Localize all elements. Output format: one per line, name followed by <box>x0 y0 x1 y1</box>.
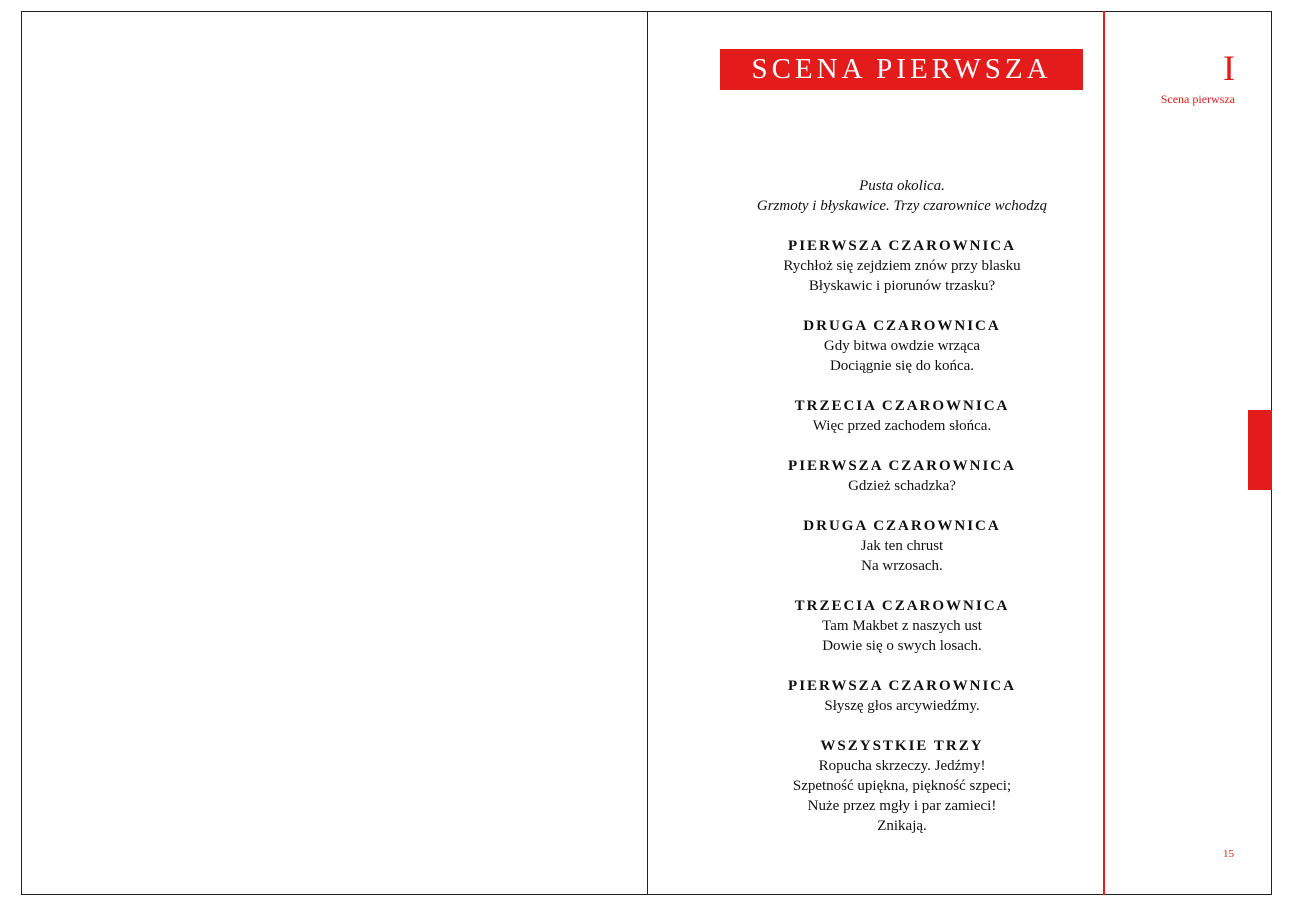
verse-line: Szpetność upiękna, piękność szpeci; <box>792 778 1012 794</box>
speaker-name: TRZECIA CZAROWNICA <box>794 598 1010 614</box>
speech-block <box>702 516 1102 576</box>
verse-line: Znikają. <box>877 818 927 834</box>
speech-block <box>702 676 1102 716</box>
verse-line: Ropucha skrzeczy. Jedźmy! <box>818 758 986 774</box>
speech-block <box>702 236 1102 296</box>
verse-line: Dowie się o swych losach. <box>822 638 982 654</box>
verse-line: Jak ten chrust <box>860 538 944 554</box>
speaker-name: PIERWSZA CZAROWNICA <box>788 238 1016 254</box>
speaker-name: TRZECIA CZAROWNICA <box>794 398 1010 414</box>
act-numeral: I <box>1223 48 1235 88</box>
verse-line: Na wrzosach. <box>861 558 943 574</box>
speech-block <box>702 316 1102 376</box>
page-number: 15 <box>1223 848 1234 860</box>
margin-rule <box>1103 11 1105 895</box>
verse-line: Błyskawic i piorunów trzasku? <box>808 278 996 294</box>
verse-line: Nuże przez mgły i par zamieci! <box>807 798 997 814</box>
play-text <box>702 176 1102 836</box>
verse-line: Rychłoż się zejdziem znów przy blasku <box>783 258 1021 274</box>
scene-title-banner <box>720 49 1083 90</box>
speaker-name: PIERWSZA CZAROWNICA <box>788 678 1016 694</box>
verse-line: Gdzież schadzka? <box>848 478 956 494</box>
speech-block <box>702 396 1102 436</box>
verse-line: Słyszę głos arcywiedźmy. <box>824 698 980 714</box>
left-page-blank <box>22 12 648 894</box>
speech-block <box>702 456 1102 496</box>
verse-line: Dociągnie się do końca. <box>829 358 975 374</box>
speaker-name: WSZYSTKIE TRZY <box>820 738 984 754</box>
verse-line: Tam Makbet z naszych ust <box>822 618 982 634</box>
thumb-tab <box>1248 410 1272 490</box>
speech-block <box>702 596 1102 656</box>
verse-line: Więc przed zachodem słońca. <box>812 418 992 434</box>
running-head: Scena pierwsza <box>1160 92 1235 106</box>
stage-direction-line: Pusta okolica. <box>859 178 945 194</box>
speaker-name: DRUGA CZAROWNICA <box>803 518 1001 534</box>
speaker-name: PIERWSZA CZAROWNICA <box>788 458 1016 474</box>
verse-line: Gdy bitwa owdzie wrząca <box>823 338 981 354</box>
stage-direction <box>702 176 1102 216</box>
scene-title: SCENA PIERWSZA <box>751 53 1052 85</box>
speaker-name: DRUGA CZAROWNICA <box>803 318 1001 334</box>
stage-direction-line: Grzmoty i błyskawice. Trzy czarownice wchodzą <box>756 198 1048 214</box>
speech-block <box>702 736 1102 836</box>
